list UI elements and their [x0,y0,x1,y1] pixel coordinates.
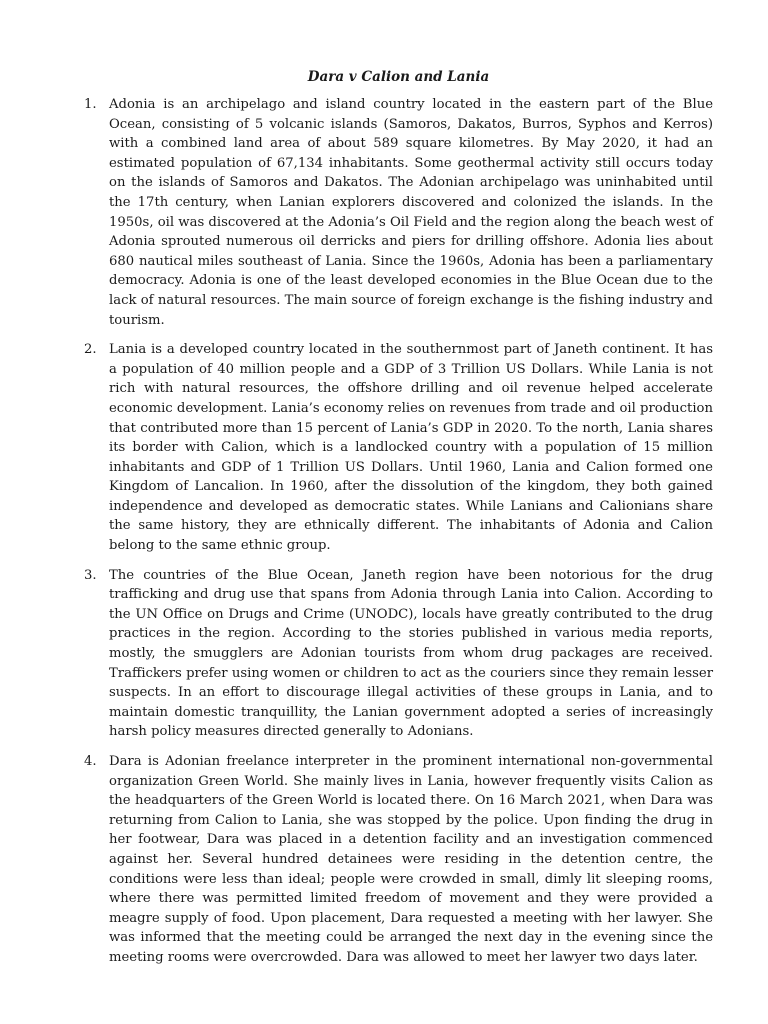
document-title: Dara v Calion and Lania [307,69,490,85]
paragraph-number: 2. [84,342,97,358]
paragraph [84,752,713,968]
paragraph-text: Dara is Adonian freelance interpreter in the prominent international non-governmental organization Green World. She mainly lives in Lania, however frequently visits Calion as the headquarters of the Green World is located there. On 16 March 2021, when Dara was returning from Calion to Lania, she was stopped by the police. Upon finding the drug in her footwear, Dara was placed in a detention facility and an investigation commenced against her. Several hundred detainees were residing in the detention centre, the conditions were less than ideal; people were crowded in small, dimly lit sleeping rooms, where there was permitted limited freedom of movement and they were provided a meagre supply of food. Upon placement, Dara requested a meeting with her lawyer. She was informed that the meeting could be arranged the next day in the evening since the meeting rooms were overcrowded. Dara was allowed to meet her lawyer two days later. [109,754,713,965]
paragraph-text: The countries of the Blue Ocean, Janeth region have been notorious for the drug trafficking and drug use that spans from Adonia through Lania into Calion. According to the UN Office on Drugs and Crime (UNODC), locals have greatly contributed to the drug practices in the region. According to the stories published in various media reports, mostly, the smugglers are Adonian tourists from whom drug packages are received. Traffickers prefer using women or children to act as the couriers since they remain lesser suspects. In an effort to discourage illegal activities of these groups in Lania, and to maintain domestic tranquillity, the Lanian government adopted a series of increasingly harsh policy measures directed generally to Adonians. [109,567,713,740]
paragraph-number: 3. [84,567,97,583]
paragraph-list [84,95,713,968]
paragraph-text: Adonia is an archipelago and island country located in the eastern part of the Blue Ocean, consisting of 5 volcanic islands (Samoros, Dakatos, Burros, Syphos and Kerros) with a combined land area of about 589 square kilometres. By May 2020, it had an estimated population of 67,134 inhabitants. Some geothermal activity still occurs today on the islands of Samoros and Dakatos. The Adonian archipelago was uninhabited until the 17th century, when Lanian explorers discovered and colonized the islands. In the 1950s, oil was discovered at the Adonia’s Oil Field and the region along the beach west of Adonia sprouted numerous oil derricks and piers for drilling offshore. Adonia lies about 680 nautical miles southeast of Lania. Since the 1960s, Adonia has been a parliamentary democracy. Adonia is one of the least developed economies in the Blue Ocean due to the lack of natural resources. The main source of foreign exchange is the fishing industry and tourism. [109,97,713,328]
paragraph [84,566,713,742]
paragraph-number: 1. [84,97,97,112]
paragraph-number: 4. [84,754,97,769]
paragraph-text: Lania is a developed country located in the southernmost part of Janeth continent. It has a population of 40 million people and a GDP of 3 Trillion US Dollars. While Lania is not rich with natural resources, the offshore drilling and oil revenue helped accelerate economic development. Lania’s economy relies on revenues from trade and oil production that contributed more than 15 percent of Lania’s GDP in 2020. To the north, Lania shares its border with Calion, which is a landlocked country with a population of 15 million inhabitants and GDP of 1 Trillion US Dollars. Until 1960, Lania and Calion formed one Kingdom of Lancalion. In 1960, after the dissolution of the kingdom, they both gained independence and developed as democratic states. While Lanians and Calionians share the same history, they are ethnically different. The inhabitants of Adonia and Calion belong to the same ethnic group. [109,342,713,554]
paragraph [84,95,713,330]
paragraph [84,340,713,556]
